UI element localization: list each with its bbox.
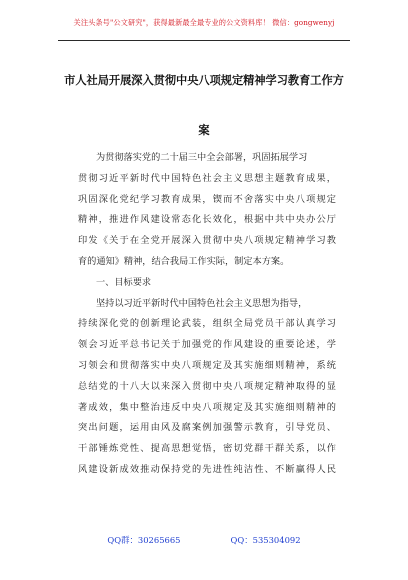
header-divider — [58, 40, 350, 41]
paragraph-line: 风建设新成效推动保持党的先进性纯洁性、不断赢得人民 — [78, 463, 336, 475]
paragraph-line: 突出问题，运用由风及腐案例加强警示教育，引导党员、 — [78, 422, 336, 434]
paragraph-line: 总结党的十八大以来深入贯彻中央八项规定精神取得的显 — [78, 380, 336, 392]
paragraph-line: 贯彻习近平新时代中国特色社会主义思想主题教育成果， — [78, 172, 336, 184]
footer-qq-number: QQ：535304092 — [230, 535, 301, 545]
paragraph-line: 领会习近平总书记关于加强党的作风建设的重要论述，学 — [78, 339, 336, 351]
footer-qq-group: QQ群：30265665 — [107, 535, 181, 545]
paragraph-line: 持续深化党的创新理论武装，组织全局党员干部认真学习 — [78, 318, 336, 330]
paragraph-line: 干部锤炼党性、提高思想觉悟，密切党群干群关系，以作 — [78, 443, 336, 455]
paragraph-line: 坚持以习近平新时代中国特色社会主义思想为指导， — [96, 297, 308, 309]
paragraph-line: 为贯彻落实党的二十届三中全会部署，巩固拓展学习 — [96, 152, 308, 163]
paragraph-line: 巩固深化党纪学习教育成果，锲而不舍落实中央八项规定 — [78, 193, 336, 205]
section-heading: 一、目标要求 — [96, 276, 152, 288]
document-body — [78, 148, 336, 481]
footer-contact — [0, 534, 408, 546]
document-title-line-1: 市人社局开展深入贯彻中央八项规定精神学习教育工作方 — [64, 74, 344, 87]
paragraph-line: 习领会和贯彻落实中央八项规定及其实施细则精神，系统 — [78, 359, 336, 371]
paragraph-line: 著成效，集中整治违反中央八项规定及其实施细则精神的 — [78, 401, 336, 413]
document-title-line-2: 案 — [198, 124, 210, 137]
paragraph-line: 育的通知》精神，结合我局工作实际，制定本方案。 — [78, 255, 290, 267]
paragraph-line: 印发《关于在全党开展深入贯彻中央八项规定精神学习教 — [78, 235, 336, 247]
header-banner: 关注头条号"公文研究"，获得最新最全最专业的公文资料库！ 微信：gongwenyj — [73, 18, 335, 27]
paragraph-line: 精神，推进作风建设常态化长效化，根据中共中央办公厅 — [78, 214, 336, 226]
